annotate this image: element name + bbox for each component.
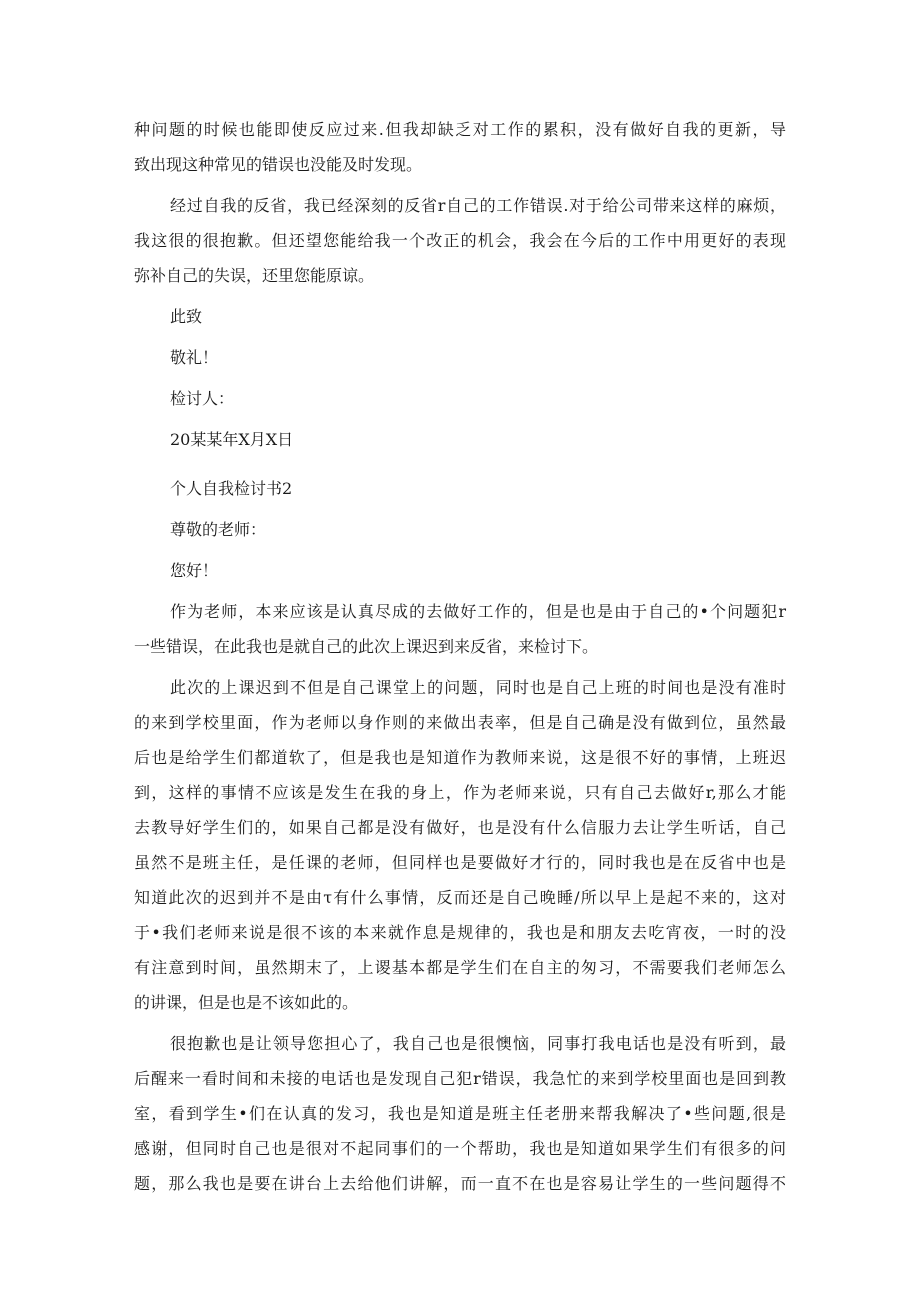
author-label: 检讨人： <box>170 389 235 408</box>
greeting: 您好！ <box>170 561 219 580</box>
text-line: 有注意到时间，虽然期末了，上谡基本都是学生们在自主的匆习，不需要我们老师怎么 <box>134 958 786 977</box>
text-line: 很抱歉也是让领导您担心了，我自己也是很懊恼，同事打我电话也是没有听到，最 <box>170 1034 786 1053</box>
document-page <box>134 112 786 1201</box>
text-line: 室，看到学生•们在认真的发习，我也是知道是班主任老册来帮我解决了•些问题,很是 <box>134 1104 786 1123</box>
text-line: 到，这样的事情不应该是发生在我的身上，作为老师来说，只有自己去做好r,那么才能 <box>134 783 786 802</box>
salutation: 尊敬的老师： <box>170 520 267 539</box>
text-line: 感谢，但同时自己也是很对不起同事们的一个帮助，我也是知道如果学生们有很多的问 <box>134 1139 786 1158</box>
section-title: 个人自我检讨书2 <box>170 479 293 498</box>
text-line: 此次的上课迟到不但是自己课堂上的问题，同时也是自己上班的时间也是没有准时 <box>170 678 786 697</box>
text-line: 后也是给学生们都道软了，但是我也是知道作为教师来说，这是很不好的事情，上班迟 <box>134 748 786 767</box>
text-line: 题，那么我也是要在讲台上去给他们讲解，而一直不在也是容易让学生的一些问题得不 <box>134 1174 786 1193</box>
closing-zhici: 此致 <box>170 307 203 326</box>
paragraph-4 <box>134 670 786 1020</box>
text-line: 我这很的很抱歉。但还望您能给我一个改正的机会，我会在今后的工作中用更好的表现 <box>134 231 786 250</box>
text-line: 后醒来一看时间和未接的电话也是发现自己犯r错误，我急忙的来到学校里面也是回到教 <box>134 1069 786 1088</box>
text-line: 弥补自己的失误，还里您能原谅。 <box>134 266 375 285</box>
text-line: 的来到学校里面，作为老师以身作则的来做出表率，但是自己确是没有做到位，虽然最 <box>134 713 786 732</box>
paragraph-3 <box>134 594 786 664</box>
paragraph-1 <box>134 112 786 182</box>
text-line: 知道此次的迟到并不是由τ有什么事情，反而还是自己晚睡/所以早上是起不来的，这对 <box>134 888 786 907</box>
closing-jingli: 敬礼！ <box>170 348 219 367</box>
text-line: 的讲课，但是也是不该如此的。 <box>134 993 359 1012</box>
text-line: 去教导好学生们的，如果自己都是没有做好，也是没有什么信服力去让学生听话，自己 <box>134 818 786 837</box>
letter-date: 20某某年X月X日 <box>170 430 294 449</box>
text-line: 于•我们老师来说是很不该的本来就作息是规律的，我也是和朋友去吃宵夜，一时的没 <box>134 923 786 942</box>
paragraph-2 <box>134 188 786 293</box>
text-line: 虽然不是班主任，是任课的老师，但同样也是要做好才行的，同时我也是在反省中也是 <box>134 853 786 872</box>
text-line: 经过自我的反省，我已经深刻的反省r自己的工作错误.对于给公司带来这样的麻烦， <box>170 196 786 215</box>
text-line: 作为老师，本来应该是认真尽成的去做好工作的，但是也是由于自己的•个问题犯r <box>170 602 786 621</box>
text-line: 一些错误，在此我也是就自己的此次上课迟到来反省，来检讨下。 <box>134 637 599 656</box>
text-line: 种问题的时候也能即使反应过来.但我却缺乏对工作的累积，没有做好自我的更新，导 <box>134 120 786 139</box>
paragraph-5 <box>134 1026 786 1201</box>
text-line: 致出现这种常见的错误也没能及时发现。 <box>134 155 423 174</box>
